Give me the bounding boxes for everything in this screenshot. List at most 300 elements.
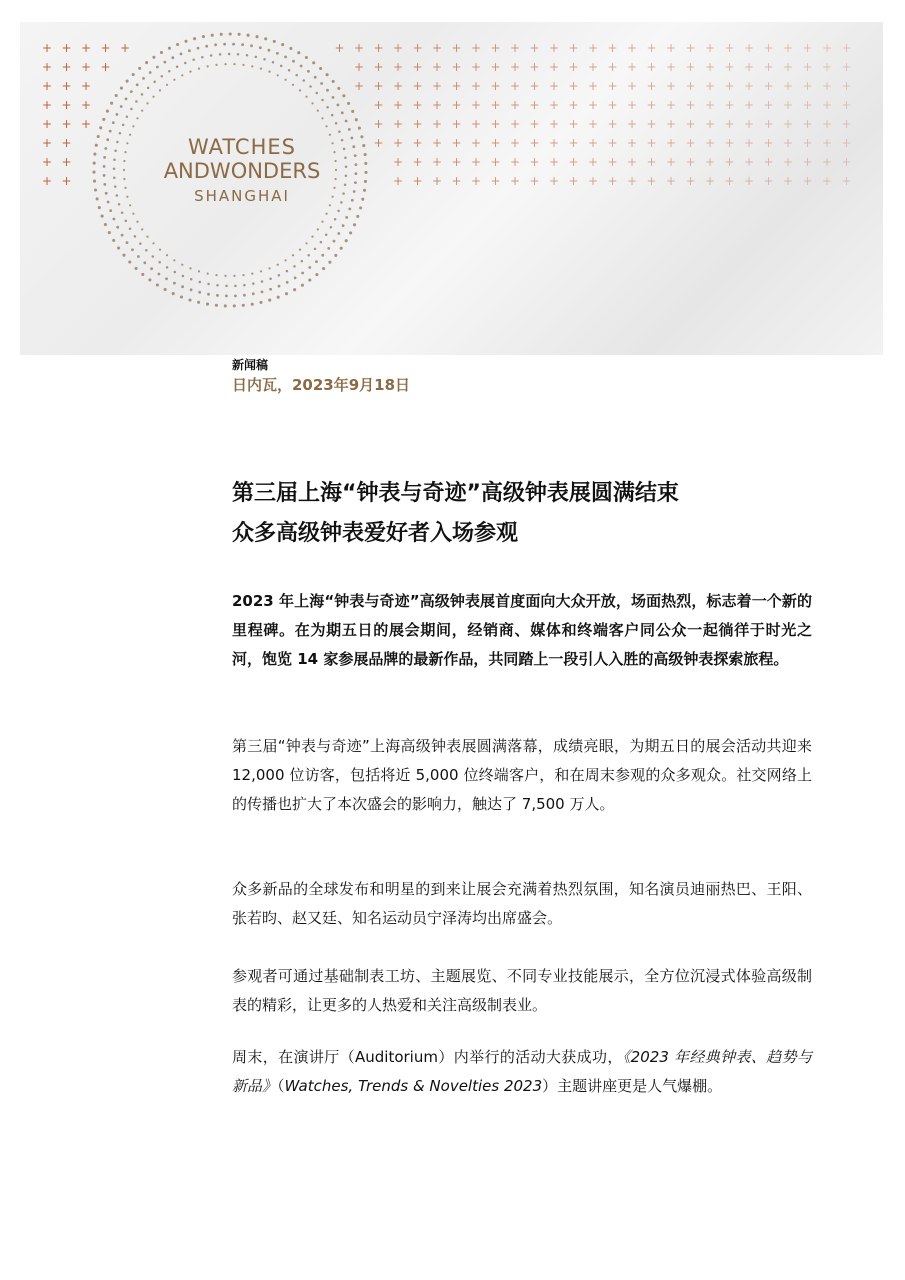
ring-dot	[326, 125, 328, 127]
plus-mark: +	[470, 60, 482, 74]
plus-mark: +	[61, 41, 72, 55]
ring-dot	[152, 96, 154, 98]
ring-dot	[123, 160, 125, 162]
plus-mark: +	[587, 41, 599, 55]
plus-mark: +	[490, 41, 501, 55]
ring-dot	[156, 283, 159, 286]
ring-dot	[351, 110, 354, 113]
plus-mark: +	[470, 41, 482, 55]
ring-dot	[285, 79, 287, 81]
ring-dot	[120, 87, 123, 90]
ring-dot	[358, 127, 361, 130]
ring-dot	[199, 281, 202, 284]
plus-mark: +	[763, 174, 774, 188]
plus-mark: +	[373, 60, 384, 74]
ring-dot	[147, 87, 150, 90]
plus-mark: +	[41, 155, 53, 169]
plus-mark: +	[763, 60, 774, 74]
ring-dot	[180, 53, 183, 56]
ring-dot	[104, 147, 107, 150]
talk-title-en: Watches, Trends & Novelties 2023	[284, 1077, 543, 1095]
plus-mark: +	[451, 79, 462, 93]
plus-mark: +	[782, 155, 794, 169]
ring-dot	[145, 249, 148, 252]
plus-mark: +	[431, 60, 443, 74]
plus-mark: +	[665, 174, 677, 188]
plus-mark: +	[587, 136, 599, 150]
plus-mark: +	[665, 117, 677, 131]
ring-dot	[268, 49, 271, 52]
plus-mark: +	[509, 155, 521, 169]
ring-dot	[224, 63, 226, 65]
plus-mark: +	[431, 174, 443, 188]
ring-dot	[311, 102, 313, 104]
plus-mark: +	[470, 136, 482, 150]
plus-mark: +	[490, 98, 501, 112]
plus-mark: +	[743, 117, 755, 131]
ring-dot	[277, 264, 279, 266]
ring-dot	[198, 68, 200, 70]
ring-dot	[159, 89, 161, 91]
plus-mark: +	[119, 41, 131, 55]
plus-mark: +	[490, 117, 501, 131]
ring-dot	[96, 197, 99, 200]
plus-mark: +	[100, 41, 111, 55]
ring-dot	[165, 277, 168, 280]
plus-mark: +	[665, 136, 677, 150]
plus-mark: +	[41, 79, 53, 93]
ring-dot	[364, 171, 367, 174]
plus-mark: +	[451, 136, 462, 150]
plus-mark: +	[431, 136, 443, 150]
plus-mark: +	[392, 98, 404, 112]
plus-mark: +	[587, 155, 599, 169]
ring-dot	[137, 255, 140, 258]
ring-dot	[189, 71, 191, 73]
ring-dot	[261, 291, 264, 294]
plus-mark: +	[587, 79, 599, 93]
ring-dot	[345, 175, 348, 178]
plus-mark: +	[529, 136, 540, 150]
ring-dot	[116, 113, 119, 116]
plus-mark: +	[509, 60, 521, 74]
ring-dot	[317, 110, 319, 112]
ring-dot	[156, 66, 159, 69]
plus-mark: +	[431, 117, 443, 131]
plus-mark: +	[41, 41, 53, 55]
ring-dot	[99, 126, 102, 129]
plus-mark: +	[392, 79, 404, 93]
plus-mark: +	[802, 136, 813, 150]
ring-dot	[125, 220, 128, 223]
logo-line-watches: WATCHES	[187, 135, 296, 159]
ring-dot	[292, 84, 294, 86]
plus-mark: +	[743, 79, 755, 93]
ring-dot	[176, 43, 179, 46]
ring-dot	[109, 209, 112, 212]
ring-dot	[269, 288, 272, 291]
ring-dot	[237, 53, 240, 56]
plus-mark: +	[490, 79, 501, 93]
plus-mark: +	[392, 117, 404, 131]
plus-mark: +	[821, 98, 833, 112]
ring-dot	[312, 61, 315, 64]
plus-mark: +	[821, 136, 833, 150]
ring-dot	[342, 192, 345, 195]
ring-dot	[205, 45, 208, 48]
plus-mark: +	[451, 98, 462, 112]
ring-dot	[288, 69, 291, 72]
ring-dot	[93, 180, 96, 183]
ring-dot	[173, 282, 176, 285]
plus-mark: +	[841, 60, 852, 74]
ring-dot	[242, 64, 244, 66]
plus-mark: +	[626, 155, 638, 169]
plus-mark: +	[763, 41, 774, 55]
body-paragraph-4	[232, 1043, 812, 1101]
ring-dot	[106, 110, 109, 113]
plus-mark: +	[841, 41, 852, 55]
ring-dot	[131, 248, 134, 251]
plus-mark: +	[704, 60, 716, 74]
ring-dot	[243, 294, 246, 297]
ring-dot	[331, 114, 334, 117]
plus-mark: +	[353, 79, 365, 93]
ring-dot	[250, 44, 253, 47]
plus-mark: +	[412, 98, 423, 112]
ring-dot	[180, 295, 183, 298]
ring-dot	[334, 254, 337, 257]
ring-dot	[136, 221, 138, 223]
ring-dot	[172, 292, 175, 295]
plus-mark: +	[724, 117, 735, 131]
ring-dot	[110, 102, 113, 105]
ring-dot	[143, 261, 146, 264]
ring-dot	[164, 288, 167, 291]
plus-mark: +	[665, 98, 677, 112]
ring-dot	[364, 153, 367, 156]
ring-dot	[251, 303, 254, 306]
ring-dot	[252, 282, 255, 285]
plus-mark: +	[451, 41, 462, 55]
ring-dot	[197, 301, 200, 304]
ring-dot	[197, 47, 200, 50]
plus-mark: +	[802, 155, 813, 169]
headline	[232, 474, 812, 554]
plus-mark: +	[724, 155, 735, 169]
ring-dot	[332, 80, 335, 83]
ring-dot	[259, 46, 262, 49]
ring-dot	[326, 89, 329, 92]
plus-mark: +	[100, 60, 111, 74]
plus-mark: +	[392, 136, 404, 150]
plus-mark: +	[685, 60, 696, 74]
plus-mark: +	[743, 98, 755, 112]
ring-dot	[225, 295, 228, 298]
ring-dot	[174, 271, 177, 274]
ring-dot	[223, 43, 226, 46]
ring-dot	[353, 190, 356, 193]
ring-dot	[252, 292, 255, 295]
ring-dot	[152, 255, 155, 258]
plus-mark: +	[392, 174, 404, 188]
ring-dot	[108, 231, 111, 234]
plus-mark: +	[646, 98, 657, 112]
plus-mark: +	[548, 79, 560, 93]
ring-dot	[105, 192, 108, 195]
plus-mark: +	[470, 79, 482, 93]
ring-dot	[103, 165, 106, 168]
plus-mark: +	[607, 136, 618, 150]
ring-dot	[321, 99, 324, 102]
ring-dot	[126, 116, 128, 119]
ring-dot	[224, 275, 226, 277]
ring-dot	[295, 74, 298, 77]
plus-mark: +	[724, 174, 735, 188]
plus-mark: +	[548, 136, 560, 150]
lead-paragraph: 2023 年上海“钟表与奇迹”高级钟表展首度面向大众开放，场面热烈，标志着一个新的里程碑。在为期五日的展会期间，经销商、媒体和终端客户同公众一起徜徉于时光之河，饱览 14 家参展品牌的最新作品，共同踏上一段引人入胜的高级钟表探索旅程。	[232, 592, 812, 668]
ring-dot	[251, 65, 253, 67]
ring-dot	[315, 260, 318, 263]
ring-dot	[124, 151, 126, 153]
ring-dot	[321, 117, 323, 119]
plus-mark: +	[626, 117, 638, 131]
ring-dot	[188, 49, 191, 52]
plus-mark: +	[607, 155, 618, 169]
ring-dot	[97, 135, 100, 138]
ring-dot	[343, 148, 346, 151]
ring-dot	[277, 296, 280, 299]
ring-dot	[166, 266, 169, 269]
body-paragraph-3: 参观者可通过基础制表工坊、主题展览、不同专业技能展示，全方位沉浸式体验高级制表的精彩，让更多的人热爱和关注高级制表业。	[232, 967, 812, 1014]
plus-mark: +	[743, 136, 755, 150]
plus-mark: +	[80, 117, 92, 131]
plus-mark: +	[763, 98, 774, 112]
ring-dot	[321, 254, 324, 257]
ring-dot	[332, 96, 335, 99]
plus-mark: +	[626, 79, 638, 93]
plus-mark: +	[490, 174, 501, 188]
ring-dot	[337, 104, 340, 107]
plus-mark: +	[470, 174, 482, 188]
plus-mark: +	[548, 117, 560, 131]
plus-mark: +	[392, 60, 404, 74]
plus-mark: +	[802, 98, 813, 112]
plus-mark: +	[724, 98, 735, 112]
ring-dot	[232, 43, 235, 46]
ring-dot	[215, 64, 217, 66]
plus-mark: +	[509, 174, 521, 188]
plus-mark: +	[509, 117, 521, 131]
plus-mark: +	[685, 136, 696, 150]
ring-dot	[277, 74, 279, 76]
ring-dot	[300, 65, 303, 68]
ring-dot	[234, 295, 237, 298]
plus-mark: +	[568, 136, 579, 150]
plus-mark: +	[451, 155, 462, 169]
plus-mark: +	[821, 41, 833, 55]
ring-dot	[166, 84, 168, 86]
ring-dot	[141, 93, 144, 96]
plus-mark: +	[724, 79, 735, 93]
ring-dot	[141, 273, 144, 276]
plus-mark: +	[802, 41, 813, 55]
ring-dot	[315, 273, 318, 276]
plus-mark: +	[61, 98, 72, 112]
plus-mark: +	[704, 174, 716, 188]
plus-mark: +	[431, 41, 443, 55]
ring-dot	[326, 73, 329, 76]
ring-dot	[146, 102, 148, 104]
plus-mark: +	[763, 155, 774, 169]
ring-dot	[184, 62, 187, 65]
plus-mark: +	[568, 155, 579, 169]
plus-mark: +	[724, 60, 735, 74]
ring-dot	[142, 77, 145, 80]
plus-mark: +	[412, 79, 423, 93]
ring-dot	[322, 267, 325, 270]
ring-dot	[342, 224, 345, 227]
ring-dot	[360, 135, 363, 138]
ring-dot	[118, 203, 121, 206]
paragraph4-start: 周末，在演讲厅（Auditorium）内举行的活动大获成功，	[232, 1048, 623, 1066]
talk-title-cn: 《2023 年经典钟表、趋势与新品》	[232, 1048, 812, 1095]
ring-dot	[345, 120, 348, 123]
dateline: 日内瓦，2023年9月18日	[232, 376, 411, 394]
ring-dot	[114, 185, 117, 188]
ring-dot	[305, 56, 308, 59]
ring-dot	[363, 189, 366, 192]
plus-mark: +	[568, 79, 579, 93]
ring-dot	[207, 293, 210, 296]
ring-dot	[344, 157, 347, 160]
plus-mark: +	[61, 155, 72, 169]
ring-dot	[103, 183, 106, 186]
plus-mark: +	[470, 98, 482, 112]
plus-mark: +	[392, 41, 404, 55]
ring-dot	[207, 273, 209, 275]
plus-mark: +	[802, 117, 813, 131]
logo-line-andwonders: ANDWONDERS	[163, 159, 321, 183]
plus-mark: +	[665, 60, 677, 74]
ring-dot	[233, 304, 236, 307]
ring-dot	[309, 85, 312, 88]
plus-mark: +	[685, 174, 696, 188]
ring-dot	[361, 198, 364, 201]
ring-dot	[347, 102, 350, 105]
plus-mark: +	[548, 60, 560, 74]
body-paragraph-1: 第三届“钟表与奇迹”上海高级钟表展圆满落幕，成绩亮眼，为期五日的展会活动共迎来 12,000 位访客，包括将近 5,000 位终端客户，和在周末参观的众多观众。社交网络上的传播也扩大了本次盛会的影响力，触达了 7,500 万人。	[232, 737, 812, 813]
plus-mark: +	[392, 155, 404, 169]
plus-mark: +	[61, 79, 72, 93]
ring-dot	[321, 221, 323, 223]
plus-mark: +	[743, 155, 755, 169]
ring-dot	[125, 98, 128, 101]
plus-mark: +	[568, 174, 579, 188]
ring-dot	[334, 218, 337, 221]
ring-dot	[129, 204, 131, 206]
ring-dot	[188, 298, 191, 301]
ring-dot	[299, 89, 301, 91]
plus-mark: +	[782, 98, 794, 112]
plus-mark: +	[665, 155, 677, 169]
ring-dot	[299, 249, 301, 251]
plus-mark: +	[646, 117, 657, 131]
ring-dot	[176, 66, 179, 69]
plus-mark: +	[743, 174, 755, 188]
ring-dot	[182, 275, 185, 278]
ring-dot	[113, 158, 116, 161]
ring-dot	[326, 106, 329, 109]
ring-dot	[181, 74, 183, 76]
plus-mark: +	[529, 117, 540, 131]
plus-mark: +	[373, 117, 384, 131]
ring-dot	[121, 211, 124, 214]
ring-dot	[345, 239, 348, 242]
plus-mark: +	[41, 117, 53, 131]
body-paragraph-2: 众多新品的全球发布和明星的到来让展会充满着热烈氛围，知名演员迪丽热巴、王阳、张若昀、赵又廷、知名运动员宁泽涛均出席盛会。	[232, 880, 812, 927]
ring-dot	[293, 288, 296, 291]
ring-dot	[292, 254, 294, 256]
ring-dot	[190, 288, 193, 291]
plus-mark: +	[568, 98, 579, 112]
ring-dot	[103, 174, 106, 177]
ring-dot	[135, 100, 138, 103]
ring-dot	[181, 285, 184, 288]
ring-dot	[138, 67, 141, 70]
ring-dot	[351, 137, 354, 140]
logo-line-shanghai: SHANGHAI	[194, 187, 290, 205]
ring-dot	[345, 166, 348, 169]
ring-dot	[314, 248, 317, 251]
plus-mark: +	[470, 117, 482, 131]
ring-dot	[356, 215, 359, 218]
ring-dot	[220, 33, 223, 36]
ring-dot	[102, 118, 105, 121]
ring-dot	[348, 128, 351, 131]
plus-mark: +	[548, 98, 560, 112]
ring-dot	[193, 37, 196, 40]
plus-mark: +	[61, 117, 72, 131]
plus-mark: +	[646, 60, 657, 74]
plus-mark: +	[841, 117, 852, 131]
ring-dot	[311, 236, 313, 238]
plus-mark: +	[490, 155, 501, 169]
plus-mark: +	[782, 136, 794, 150]
ring-dot	[123, 178, 125, 180]
ring-dot	[202, 35, 205, 38]
plus-mark: +	[412, 41, 423, 55]
ring-dot	[259, 301, 262, 304]
plus-mark: +	[509, 41, 521, 55]
plus-mark: +	[61, 60, 72, 74]
ring-dot	[278, 285, 281, 288]
ring-dot	[158, 261, 161, 264]
ring-dot	[307, 70, 310, 73]
ring-dot	[119, 132, 122, 135]
ring-dot	[327, 247, 330, 250]
ring-dot	[359, 206, 362, 209]
ring-dot	[272, 61, 275, 64]
plus-mark: +	[724, 41, 735, 55]
ring-dot	[126, 196, 128, 198]
plus-mark: +	[607, 117, 618, 131]
ring-dot	[233, 275, 235, 277]
ring-dot	[126, 142, 128, 144]
plus-mark: +	[646, 41, 657, 55]
ring-dot	[207, 65, 209, 67]
ring-dot	[307, 254, 310, 256]
